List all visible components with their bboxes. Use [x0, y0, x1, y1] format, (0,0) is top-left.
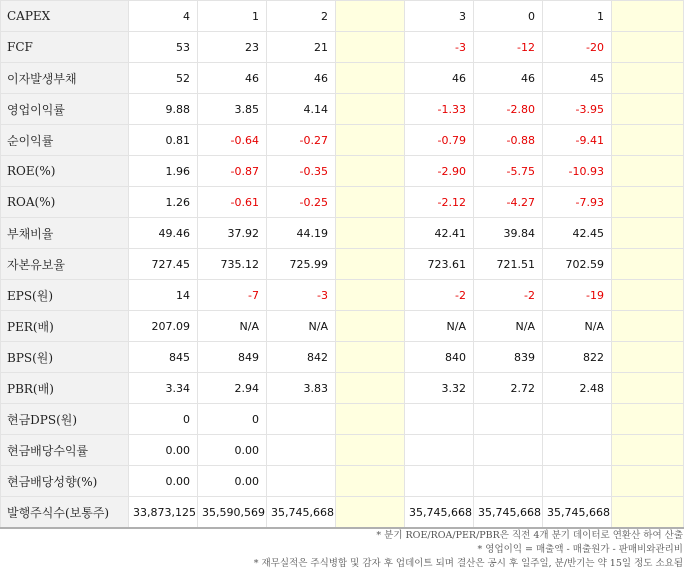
table-row	[1, 218, 684, 249]
table-cell: 35,745,668	[474, 497, 543, 529]
table-cell: -0.61	[198, 187, 267, 218]
table-cell	[267, 435, 336, 466]
table-cell: -0.79	[405, 125, 474, 156]
table-row	[1, 311, 684, 342]
table-cell: 46	[267, 63, 336, 94]
table-cell: -2.12	[405, 187, 474, 218]
table-cell	[612, 1, 684, 32]
table-cell	[612, 218, 684, 249]
table-cell: 207.09	[129, 311, 198, 342]
table-cell	[336, 342, 405, 373]
table-cell: 2.48	[543, 373, 612, 404]
row-label: 이자발생부채	[1, 63, 129, 94]
table-row	[1, 466, 684, 497]
row-label: FCF	[1, 32, 129, 63]
table-cell: 0.00	[198, 435, 267, 466]
table-cell	[336, 435, 405, 466]
table-cell: -2.90	[405, 156, 474, 187]
row-label: 순이익률	[1, 125, 129, 156]
table-cell: 3.32	[405, 373, 474, 404]
table-cell: -3	[267, 280, 336, 311]
table-cell	[612, 497, 684, 529]
table-cell: 53	[129, 32, 198, 63]
table-cell: -2.80	[474, 94, 543, 125]
table-cell: 735.12	[198, 249, 267, 280]
table-cell: 0.00	[129, 466, 198, 497]
table-cell: 2.72	[474, 373, 543, 404]
row-label: CAPEX	[1, 1, 129, 32]
table-cell: 49.46	[129, 218, 198, 249]
table-cell: 0	[198, 404, 267, 435]
table-cell	[612, 125, 684, 156]
table-cell: 44.19	[267, 218, 336, 249]
table-cell	[612, 32, 684, 63]
table-cell: 39.84	[474, 218, 543, 249]
table-cell: 4	[129, 1, 198, 32]
table-cell	[543, 404, 612, 435]
table-cell	[543, 435, 612, 466]
table-cell: 849	[198, 342, 267, 373]
footnote: * 영업이익 = 매출액 - 매출원가 - 판매비와관리비	[477, 544, 683, 555]
table-cell: 2.94	[198, 373, 267, 404]
table-cell	[612, 63, 684, 94]
table-cell: 3	[405, 1, 474, 32]
table-cell: 3.34	[129, 373, 198, 404]
table-cell: 46	[474, 63, 543, 94]
table-row	[1, 435, 684, 466]
table-row	[1, 94, 684, 125]
table-cell: 727.45	[129, 249, 198, 280]
table-cell: 0.81	[129, 125, 198, 156]
table-cell	[612, 435, 684, 466]
table-cell	[612, 280, 684, 311]
row-label: 현금DPS(원)	[1, 404, 129, 435]
table-cell	[336, 94, 405, 125]
table-cell	[474, 435, 543, 466]
row-label: 현금배당수익률	[1, 435, 129, 466]
footnotes	[254, 529, 683, 571]
table-cell	[612, 373, 684, 404]
table-cell: -1.33	[405, 94, 474, 125]
row-label: ROE(%)	[1, 156, 129, 187]
table-row	[1, 1, 684, 32]
row-label: 현금배당성향(%)	[1, 466, 129, 497]
row-label: 자본유보율	[1, 249, 129, 280]
table-cell	[405, 404, 474, 435]
row-label: EPS(원)	[1, 280, 129, 311]
table-cell	[336, 404, 405, 435]
table-cell: 721.51	[474, 249, 543, 280]
table-cell: -0.64	[198, 125, 267, 156]
table-cell	[336, 156, 405, 187]
table-cell: 1	[543, 1, 612, 32]
table-cell: -12	[474, 32, 543, 63]
table-row	[1, 404, 684, 435]
table-cell: -20	[543, 32, 612, 63]
table-cell: 21	[267, 32, 336, 63]
table-cell: -7	[198, 280, 267, 311]
table-cell: 1	[198, 1, 267, 32]
table-cell	[267, 404, 336, 435]
table-cell: -0.35	[267, 156, 336, 187]
table-cell: -7.93	[543, 187, 612, 218]
table-cell: 3.85	[198, 94, 267, 125]
table-row	[1, 497, 684, 529]
table-cell: 45	[543, 63, 612, 94]
table-cell	[267, 466, 336, 497]
table-cell: N/A	[543, 311, 612, 342]
table-cell: 839	[474, 342, 543, 373]
table-cell	[336, 373, 405, 404]
table-cell: -0.88	[474, 125, 543, 156]
table-cell	[612, 94, 684, 125]
table-cell: -19	[543, 280, 612, 311]
table-cell: 1.26	[129, 187, 198, 218]
table-cell	[336, 280, 405, 311]
table-row	[1, 63, 684, 94]
table-cell	[474, 404, 543, 435]
table-cell: 35,590,569	[198, 497, 267, 529]
row-label: 발행주식수(보통주)	[1, 497, 129, 529]
table-cell	[336, 497, 405, 529]
table-row	[1, 156, 684, 187]
table-cell	[612, 187, 684, 218]
table-cell: 9.88	[129, 94, 198, 125]
table-cell: 42.45	[543, 218, 612, 249]
row-label: PER(배)	[1, 311, 129, 342]
table-cell	[405, 435, 474, 466]
table-cell: 845	[129, 342, 198, 373]
table-cell: 725.99	[267, 249, 336, 280]
footnote: * 재무실적은 주식병합 및 감자 후 업데이트 되며 결산은 공시 후 일주일, 분/반기는 약 15일 정도 소요됨	[253, 558, 683, 569]
table-row	[1, 373, 684, 404]
table-row	[1, 342, 684, 373]
table-cell: N/A	[198, 311, 267, 342]
table-cell	[336, 466, 405, 497]
table-cell	[474, 466, 543, 497]
table-cell: 842	[267, 342, 336, 373]
table-row	[1, 187, 684, 218]
table-cell: 723.61	[405, 249, 474, 280]
table-cell: 37.92	[198, 218, 267, 249]
table-cell: 0.00	[129, 435, 198, 466]
table-cell: -10.93	[543, 156, 612, 187]
table-cell: N/A	[405, 311, 474, 342]
table-cell: 42.41	[405, 218, 474, 249]
table-cell: 35,745,668	[405, 497, 474, 529]
table-cell	[336, 125, 405, 156]
table-cell	[336, 249, 405, 280]
table-cell: -3.95	[543, 94, 612, 125]
table-row	[1, 32, 684, 63]
row-label: BPS(원)	[1, 342, 129, 373]
row-label: 영업이익률	[1, 94, 129, 125]
table-row	[1, 249, 684, 280]
table-cell	[612, 404, 684, 435]
table-cell	[336, 218, 405, 249]
table-cell	[336, 311, 405, 342]
table-cell	[543, 466, 612, 497]
table-cell	[336, 32, 405, 63]
table-cell: 0	[474, 1, 543, 32]
table-cell	[336, 63, 405, 94]
table-cell	[336, 187, 405, 218]
table-cell: 822	[543, 342, 612, 373]
table-cell: 33,873,125	[129, 497, 198, 529]
table-cell: 52	[129, 63, 198, 94]
table-cell	[612, 342, 684, 373]
table-row	[1, 280, 684, 311]
table-cell: -0.27	[267, 125, 336, 156]
table-cell: -0.87	[198, 156, 267, 187]
row-label: PBR(배)	[1, 373, 129, 404]
table-cell: 35,745,668	[543, 497, 612, 529]
row-label: 부채비율	[1, 218, 129, 249]
table-cell: -9.41	[543, 125, 612, 156]
table-cell: 0.00	[198, 466, 267, 497]
table-cell: N/A	[267, 311, 336, 342]
table-cell: 35,745,668	[267, 497, 336, 529]
table-row	[1, 125, 684, 156]
table-cell: 840	[405, 342, 474, 373]
table-cell: 1.96	[129, 156, 198, 187]
table-cell: -2	[474, 280, 543, 311]
table-cell: 3.83	[267, 373, 336, 404]
table-cell	[612, 311, 684, 342]
table-cell: 46	[198, 63, 267, 94]
table-cell: 2	[267, 1, 336, 32]
row-label: ROA(%)	[1, 187, 129, 218]
table-cell: 702.59	[543, 249, 612, 280]
table-cell: 46	[405, 63, 474, 94]
table-cell	[612, 156, 684, 187]
table-cell	[612, 466, 684, 497]
footnote: * 분기 ROE/ROA/PER/PBR은 직전 4개 분기 데이터로 연환산 하여 산출	[376, 530, 683, 541]
table-cell	[336, 1, 405, 32]
table-cell: 14	[129, 280, 198, 311]
table-cell: 0	[129, 404, 198, 435]
table-cell: N/A	[474, 311, 543, 342]
table-cell	[612, 249, 684, 280]
table-cell: 4.14	[267, 94, 336, 125]
table-cell	[405, 466, 474, 497]
table-cell: -0.25	[267, 187, 336, 218]
table-cell: -5.75	[474, 156, 543, 187]
table-cell: -2	[405, 280, 474, 311]
table-cell: -4.27	[474, 187, 543, 218]
table-cell: -3	[405, 32, 474, 63]
table-cell: 23	[198, 32, 267, 63]
